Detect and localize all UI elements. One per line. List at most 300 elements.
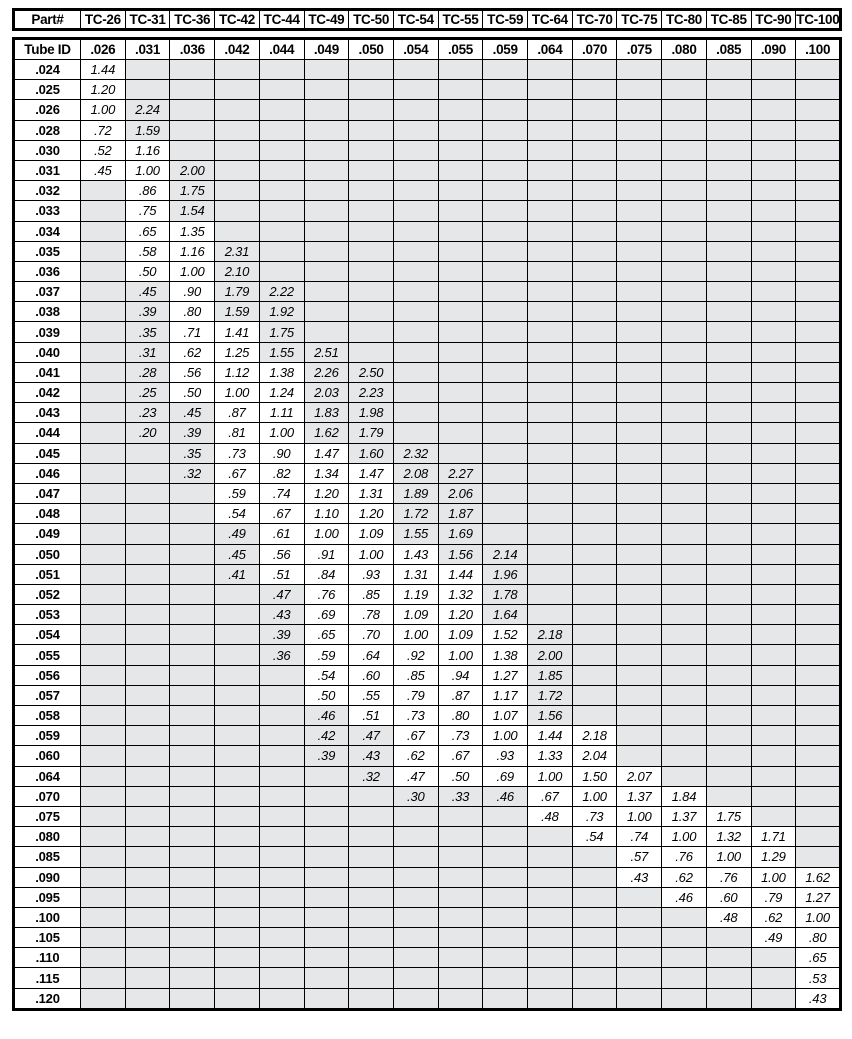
empty-cell xyxy=(349,867,394,887)
empty-cell xyxy=(81,726,126,746)
tube-id-cell: .058 xyxy=(14,706,81,726)
ratio-cell: 1.72 xyxy=(393,504,438,524)
empty-cell xyxy=(125,584,170,604)
ratio-cell: 2.31 xyxy=(215,241,260,261)
empty-cell xyxy=(528,544,573,564)
ratio-cell: 2.18 xyxy=(528,625,573,645)
table-row xyxy=(14,806,841,826)
ratio-cell: 2.07 xyxy=(617,766,662,786)
empty-cell xyxy=(528,241,573,261)
empty-cell xyxy=(662,645,707,665)
table-row xyxy=(14,423,841,443)
tube-id-cell: .105 xyxy=(14,928,81,948)
empty-cell xyxy=(215,60,260,80)
empty-cell xyxy=(81,483,126,503)
ratio-cell: .73 xyxy=(215,443,260,463)
ratio-cell: 2.51 xyxy=(304,342,349,362)
empty-cell xyxy=(125,847,170,867)
size-header-tc-49: .049 xyxy=(304,39,349,60)
empty-cell xyxy=(349,302,394,322)
empty-cell xyxy=(259,948,304,968)
part-header-tc-80: TC-80 xyxy=(662,10,707,30)
ratio-cell: 2.22 xyxy=(259,282,304,302)
empty-cell xyxy=(662,928,707,948)
ratio-cell: 1.60 xyxy=(349,443,394,463)
empty-cell xyxy=(393,140,438,160)
empty-cell xyxy=(215,928,260,948)
empty-cell xyxy=(259,988,304,1009)
ratio-cell: .50 xyxy=(170,383,215,403)
ratio-cell: .61 xyxy=(259,524,304,544)
empty-cell xyxy=(706,403,751,423)
tube-id-cell: .120 xyxy=(14,988,81,1009)
part-header-tc-50: TC-50 xyxy=(349,10,394,30)
empty-cell xyxy=(393,423,438,443)
ratio-cell: .57 xyxy=(617,847,662,867)
empty-cell xyxy=(796,80,841,100)
tube-id-cell: .043 xyxy=(14,403,81,423)
empty-cell xyxy=(81,665,126,685)
ratio-cell: 2.04 xyxy=(572,746,617,766)
ratio-cell: 1.50 xyxy=(572,766,617,786)
empty-cell xyxy=(706,948,751,968)
tube-id-cell: .046 xyxy=(14,463,81,483)
empty-cell xyxy=(393,60,438,80)
ratio-cell: .31 xyxy=(125,342,170,362)
ratio-cell: .80 xyxy=(170,302,215,322)
empty-cell xyxy=(796,665,841,685)
empty-cell xyxy=(617,463,662,483)
empty-cell xyxy=(706,443,751,463)
empty-cell xyxy=(81,928,126,948)
size-header-tc-59: .059 xyxy=(483,39,528,60)
empty-cell xyxy=(304,827,349,847)
ratio-cell: .81 xyxy=(215,423,260,443)
empty-cell xyxy=(438,80,483,100)
ratio-cell: .60 xyxy=(706,887,751,907)
empty-cell xyxy=(706,463,751,483)
empty-cell xyxy=(81,181,126,201)
empty-cell xyxy=(304,140,349,160)
empty-cell xyxy=(393,181,438,201)
ratio-cell: .56 xyxy=(259,544,304,564)
ratio-cell: .50 xyxy=(438,766,483,786)
empty-cell xyxy=(170,483,215,503)
empty-cell xyxy=(617,120,662,140)
empty-cell xyxy=(349,221,394,241)
empty-cell xyxy=(751,463,796,483)
empty-cell xyxy=(528,160,573,180)
empty-cell xyxy=(170,504,215,524)
table-row xyxy=(14,80,841,100)
empty-cell xyxy=(215,786,260,806)
empty-cell xyxy=(528,988,573,1009)
empty-cell xyxy=(125,625,170,645)
empty-cell xyxy=(125,544,170,564)
empty-cell xyxy=(483,504,528,524)
empty-cell xyxy=(796,827,841,847)
ratio-cell: .59 xyxy=(304,645,349,665)
empty-cell xyxy=(393,282,438,302)
empty-cell xyxy=(81,423,126,443)
empty-cell xyxy=(617,221,662,241)
empty-cell xyxy=(706,645,751,665)
empty-cell xyxy=(572,60,617,80)
empty-cell xyxy=(751,483,796,503)
tube-id-cell: .028 xyxy=(14,120,81,140)
tube-id-cell: .055 xyxy=(14,645,81,665)
empty-cell xyxy=(170,645,215,665)
empty-cell xyxy=(259,181,304,201)
empty-cell xyxy=(706,80,751,100)
empty-cell xyxy=(81,988,126,1009)
table-row xyxy=(14,867,841,887)
ratio-cell: .46 xyxy=(483,786,528,806)
empty-cell xyxy=(259,968,304,988)
ratio-cell: .43 xyxy=(796,988,841,1009)
empty-cell xyxy=(796,605,841,625)
empty-cell xyxy=(483,847,528,867)
ratio-cell: .39 xyxy=(304,746,349,766)
ratio-cell: 1.16 xyxy=(125,140,170,160)
empty-cell xyxy=(662,221,707,241)
empty-cell xyxy=(215,726,260,746)
empty-cell xyxy=(81,847,126,867)
tube-id-cell: .042 xyxy=(14,383,81,403)
ratio-cell: .73 xyxy=(438,726,483,746)
empty-cell xyxy=(751,302,796,322)
empty-cell xyxy=(751,766,796,786)
ratio-cell: .87 xyxy=(215,403,260,423)
tube-id-cell: .075 xyxy=(14,806,81,826)
ratio-cell: 1.75 xyxy=(259,322,304,342)
table-row xyxy=(14,746,841,766)
empty-cell xyxy=(438,181,483,201)
empty-cell xyxy=(706,524,751,544)
ratio-cell: .55 xyxy=(349,685,394,705)
empty-cell xyxy=(393,403,438,423)
ratio-cell: .86 xyxy=(125,181,170,201)
ratio-cell: .67 xyxy=(259,504,304,524)
empty-cell xyxy=(796,786,841,806)
empty-cell xyxy=(706,181,751,201)
empty-cell xyxy=(706,423,751,443)
empty-cell xyxy=(528,120,573,140)
empty-cell xyxy=(706,201,751,221)
empty-cell xyxy=(304,806,349,826)
empty-cell xyxy=(662,665,707,685)
ratio-cell: 1.59 xyxy=(125,120,170,140)
part-label: Part# xyxy=(14,10,81,30)
empty-cell xyxy=(304,948,349,968)
part-header-tc-31: TC-31 xyxy=(125,10,170,30)
empty-cell xyxy=(662,140,707,160)
empty-cell xyxy=(572,887,617,907)
empty-cell xyxy=(572,403,617,423)
empty-cell xyxy=(349,181,394,201)
empty-cell xyxy=(483,181,528,201)
empty-cell xyxy=(706,988,751,1009)
empty-cell xyxy=(170,665,215,685)
empty-cell xyxy=(483,443,528,463)
empty-cell xyxy=(215,160,260,180)
empty-cell xyxy=(751,625,796,645)
part-header-tc-59: TC-59 xyxy=(483,10,528,30)
empty-cell xyxy=(125,786,170,806)
ratio-cell: 1.00 xyxy=(796,907,841,927)
empty-cell xyxy=(349,806,394,826)
ratio-cell: .46 xyxy=(662,887,707,907)
table-row xyxy=(14,160,841,180)
ratio-cell: 1.10 xyxy=(304,504,349,524)
empty-cell xyxy=(796,504,841,524)
empty-cell xyxy=(393,100,438,120)
empty-cell xyxy=(796,483,841,503)
ratio-cell: 1.62 xyxy=(304,423,349,443)
empty-cell xyxy=(259,140,304,160)
ratio-cell: .62 xyxy=(662,867,707,887)
empty-cell xyxy=(796,261,841,281)
empty-cell xyxy=(617,80,662,100)
empty-cell xyxy=(796,584,841,604)
empty-cell xyxy=(796,160,841,180)
ratio-cell: .76 xyxy=(304,584,349,604)
empty-cell xyxy=(528,181,573,201)
ratio-cell: 1.59 xyxy=(215,302,260,322)
ratio-cell: .80 xyxy=(438,706,483,726)
ratio-cell: 1.20 xyxy=(438,605,483,625)
empty-cell xyxy=(304,221,349,241)
empty-cell xyxy=(438,403,483,423)
empty-cell xyxy=(349,988,394,1009)
ratio-cell: .51 xyxy=(259,564,304,584)
ratio-cell: .75 xyxy=(125,201,170,221)
ratio-cell: 1.00 xyxy=(617,806,662,826)
empty-cell xyxy=(617,181,662,201)
empty-cell xyxy=(572,241,617,261)
empty-cell xyxy=(751,322,796,342)
ratio-cell: .42 xyxy=(304,726,349,746)
ratio-cell: .45 xyxy=(81,160,126,180)
empty-cell xyxy=(617,524,662,544)
ratio-cell: .50 xyxy=(304,685,349,705)
empty-cell xyxy=(483,201,528,221)
tube-id-cell: .040 xyxy=(14,342,81,362)
empty-cell xyxy=(81,887,126,907)
ratio-cell: 1.24 xyxy=(259,383,304,403)
empty-cell xyxy=(751,665,796,685)
tube-id-cell: .110 xyxy=(14,948,81,968)
empty-cell xyxy=(572,100,617,120)
empty-cell xyxy=(751,564,796,584)
ratio-cell: .91 xyxy=(304,544,349,564)
empty-cell xyxy=(706,726,751,746)
empty-cell xyxy=(617,423,662,443)
empty-cell xyxy=(617,544,662,564)
ratio-cell: .47 xyxy=(393,766,438,786)
size-header-tc-54: .054 xyxy=(393,39,438,60)
ratio-cell: 1.32 xyxy=(438,584,483,604)
table-row xyxy=(14,120,841,140)
empty-cell xyxy=(81,645,126,665)
ratio-cell: 1.84 xyxy=(662,786,707,806)
empty-cell xyxy=(528,423,573,443)
empty-cell xyxy=(796,181,841,201)
ratio-cell: .59 xyxy=(215,483,260,503)
ratio-cell: .87 xyxy=(438,685,483,705)
empty-cell xyxy=(483,907,528,927)
empty-cell xyxy=(662,463,707,483)
table-row xyxy=(14,140,841,160)
ratio-cell: .65 xyxy=(304,625,349,645)
empty-cell xyxy=(438,928,483,948)
empty-cell xyxy=(528,342,573,362)
empty-cell xyxy=(617,706,662,726)
empty-cell xyxy=(572,605,617,625)
empty-cell xyxy=(259,100,304,120)
empty-cell xyxy=(617,746,662,766)
empty-cell xyxy=(483,160,528,180)
ratio-cell: 1.72 xyxy=(528,685,573,705)
empty-cell xyxy=(617,241,662,261)
empty-cell xyxy=(259,887,304,907)
ratio-cell: 1.62 xyxy=(796,867,841,887)
ratio-cell: .67 xyxy=(215,463,260,483)
empty-cell xyxy=(170,60,215,80)
empty-cell xyxy=(81,524,126,544)
empty-cell xyxy=(81,907,126,927)
ratio-cell: .43 xyxy=(617,867,662,887)
part-header-tc-90: TC-90 xyxy=(751,10,796,30)
empty-cell xyxy=(215,605,260,625)
ratio-cell: .30 xyxy=(393,786,438,806)
empty-cell xyxy=(796,766,841,786)
empty-cell xyxy=(438,827,483,847)
empty-cell xyxy=(215,827,260,847)
empty-cell xyxy=(751,584,796,604)
empty-cell xyxy=(572,362,617,382)
tube-id-cell: .030 xyxy=(14,140,81,160)
empty-cell xyxy=(349,261,394,281)
ratio-cell: 1.37 xyxy=(617,786,662,806)
empty-cell xyxy=(215,907,260,927)
table-row xyxy=(14,302,841,322)
empty-cell xyxy=(259,766,304,786)
ratio-cell: .85 xyxy=(393,665,438,685)
table-row xyxy=(14,564,841,584)
empty-cell xyxy=(528,383,573,403)
empty-cell xyxy=(796,706,841,726)
empty-cell xyxy=(751,80,796,100)
empty-cell xyxy=(259,706,304,726)
empty-cell xyxy=(483,463,528,483)
empty-cell xyxy=(796,685,841,705)
empty-cell xyxy=(349,241,394,261)
ratio-cell: .39 xyxy=(170,423,215,443)
empty-cell xyxy=(662,80,707,100)
empty-cell xyxy=(751,786,796,806)
empty-cell xyxy=(528,907,573,927)
empty-cell xyxy=(528,463,573,483)
empty-cell xyxy=(81,685,126,705)
empty-cell xyxy=(125,605,170,625)
ratio-cell: 1.00 xyxy=(125,160,170,180)
empty-cell xyxy=(662,443,707,463)
empty-cell xyxy=(81,342,126,362)
empty-cell xyxy=(706,120,751,140)
empty-cell xyxy=(81,766,126,786)
empty-cell xyxy=(170,766,215,786)
ratio-cell: .74 xyxy=(259,483,304,503)
ratio-cell: .76 xyxy=(662,847,707,867)
empty-cell xyxy=(438,362,483,382)
size-header-row xyxy=(14,39,841,60)
tube-id-cell: .041 xyxy=(14,362,81,382)
ratio-cell: .41 xyxy=(215,564,260,584)
ratio-cell: 1.71 xyxy=(751,827,796,847)
ratio-cell: 1.56 xyxy=(528,706,573,726)
tube-id-cell: .050 xyxy=(14,544,81,564)
empty-cell xyxy=(617,100,662,120)
ratio-cell: 1.00 xyxy=(81,100,126,120)
empty-cell xyxy=(662,584,707,604)
empty-cell xyxy=(170,685,215,705)
empty-cell xyxy=(215,201,260,221)
empty-cell xyxy=(617,685,662,705)
empty-cell xyxy=(796,746,841,766)
empty-cell xyxy=(393,847,438,867)
ratio-cell: .48 xyxy=(706,907,751,927)
ratio-cell: 1.09 xyxy=(349,524,394,544)
tube-id-cell: .044 xyxy=(14,423,81,443)
empty-cell xyxy=(483,988,528,1009)
empty-cell xyxy=(483,60,528,80)
empty-cell xyxy=(662,302,707,322)
empty-cell xyxy=(349,60,394,80)
empty-cell xyxy=(572,383,617,403)
ratio-cell: .49 xyxy=(215,524,260,544)
empty-cell xyxy=(125,726,170,746)
empty-cell xyxy=(259,786,304,806)
ratio-cell: .71 xyxy=(170,322,215,342)
empty-cell xyxy=(125,766,170,786)
tube-id-cell: .060 xyxy=(14,746,81,766)
empty-cell xyxy=(125,968,170,988)
ratio-cell: 1.00 xyxy=(393,625,438,645)
empty-cell xyxy=(528,201,573,221)
empty-cell xyxy=(617,645,662,665)
part-header-tc-64: TC-64 xyxy=(528,10,573,30)
empty-cell xyxy=(349,322,394,342)
empty-cell xyxy=(170,928,215,948)
empty-cell xyxy=(662,504,707,524)
ratio-cell: .49 xyxy=(751,928,796,948)
empty-cell xyxy=(662,241,707,261)
ratio-cell: .45 xyxy=(215,544,260,564)
table-row xyxy=(14,928,841,948)
ratio-cell: .93 xyxy=(349,564,394,584)
empty-cell xyxy=(572,504,617,524)
ratio-cell: 1.20 xyxy=(349,504,394,524)
ratio-cell: 1.44 xyxy=(81,60,126,80)
empty-cell xyxy=(751,140,796,160)
empty-cell xyxy=(662,948,707,968)
table-row xyxy=(14,181,841,201)
ratio-cell: .28 xyxy=(125,362,170,382)
empty-cell xyxy=(438,806,483,826)
tube-id-cell: .026 xyxy=(14,100,81,120)
empty-cell xyxy=(662,605,707,625)
